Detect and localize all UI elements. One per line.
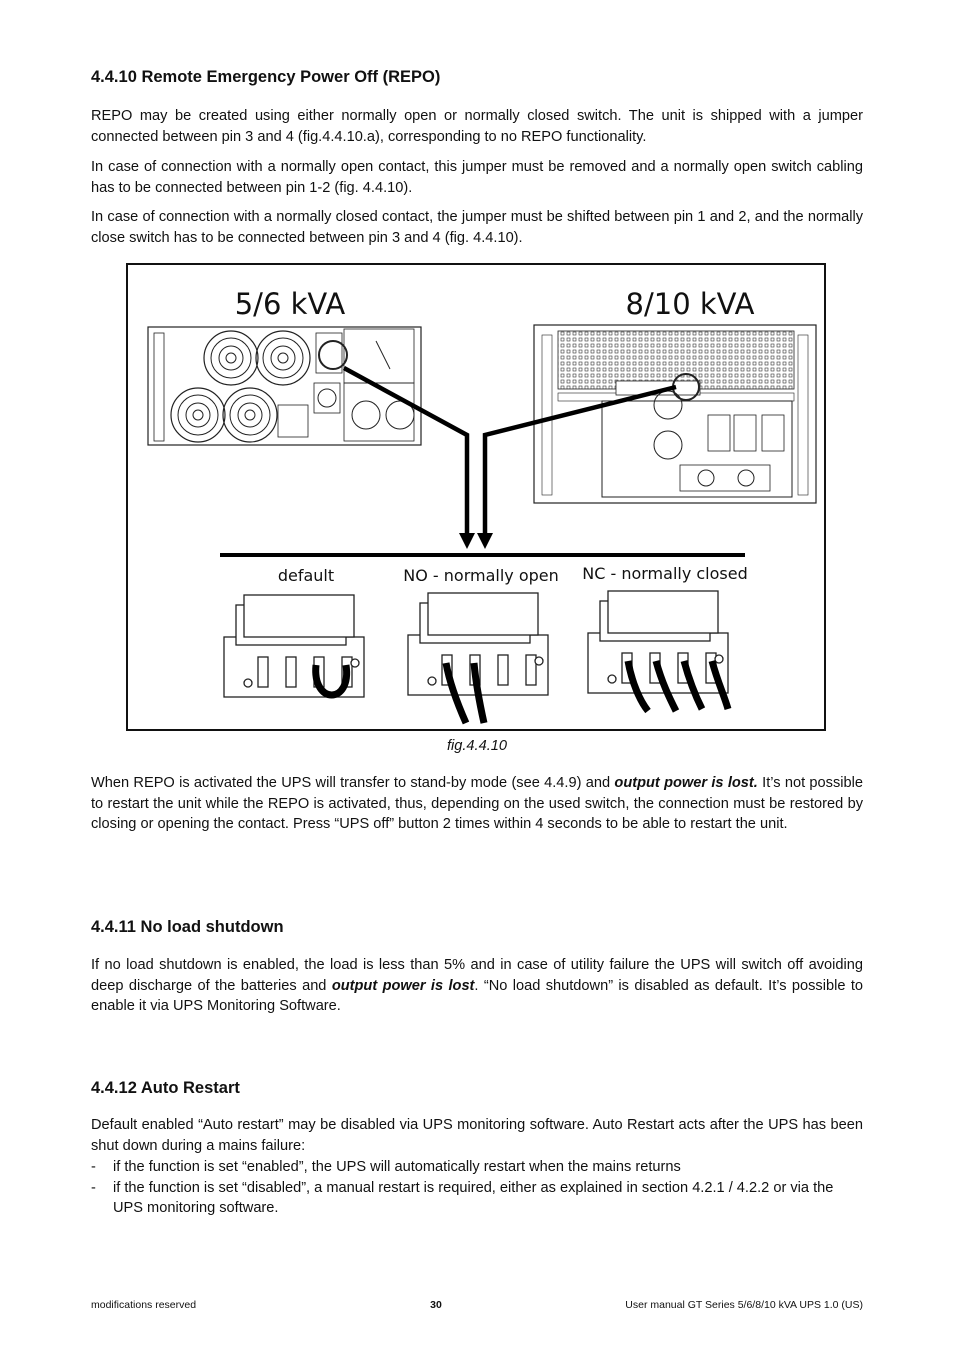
connector-label-nc: NC - normally closed: [582, 564, 748, 583]
no-load-text-a: If no load shutdown is enabled, the load is less than 5% and in case of utility failure the UPS will switch off avoiding deep discharge of the batteries and: [91, 957, 863, 994]
repo-figure: [126, 263, 826, 731]
dash-bullet: -: [91, 1179, 96, 1196]
figure-title-left: 5/6 kVA: [234, 287, 346, 321]
arrow-down-icon: [477, 533, 493, 549]
repo-paragraph-1: REPO may be created using either normally open or normally closed switch. The unit is shipped with a jumper connected between pin 3 and 4 (fig.4.4.10.a), corresponding to no REPO functionality.: [91, 108, 863, 145]
repo-connector-highlight: [319, 341, 347, 369]
figure-caption: fig.4.4.10: [446, 738, 508, 754]
repo-after-text-b: It’s not possible to restart the unit while the REPO is activated, thus, depending on the used switch, the connection must be restored by closing or opening the contact. Press “UPS off” button 2 times within 4 seconds to be able to restart the unit.: [91, 775, 863, 833]
auto-restart-list: [91, 1157, 863, 1219]
repo-paragraph-3: In case of connection with a normally closed contact, the jumper must be shifted between pin 1 and 2, and the normally close switch has to be connected between pin 3 and 4 (fig. 4.4.10).: [91, 209, 863, 246]
list-item-text: if the function is set “disabled”, a manual restart is required, either as explained in section 4.2.1 / 4.2.2 or via the UPS monitoring software.: [113, 1179, 834, 1217]
cooling-fan-icon: [171, 388, 225, 442]
section-heading-auto-restart: 4.4.12 Auto Restart: [91, 1079, 240, 1097]
connector-nc: [588, 591, 728, 711]
no-load-text-b: . “No load shutdown” is disabled as default. It’s possible to enable it via UPS Monitoring Software.: [91, 977, 863, 1015]
footer-left: modifications reserved: [91, 1299, 197, 1311]
no-load-paragraph: [91, 955, 863, 1017]
footer-right: User manual GT Series 5/6/8/10 kVA UPS 1.0 (US): [625, 1299, 863, 1311]
figure-title-right: 8/10 kVA: [625, 287, 755, 321]
dash-bullet: -: [91, 1159, 96, 1175]
cooling-fan-icon: [256, 331, 310, 385]
no-load-emphasis: output power is lost: [331, 977, 475, 994]
list-item-text: if the function is set “enabled”, the UPS will automatically restart when the mains returns: [113, 1159, 681, 1175]
list-item: [91, 1157, 863, 1178]
connector-no: [408, 593, 548, 723]
section-heading-no-load: 4.4.11 No load shutdown: [91, 918, 284, 936]
auto-restart-intro: Default enabled “Auto restart” may be disabled via UPS monitoring software. Auto Restart acts after the UPS has been shut down during a mains failure:: [91, 1117, 863, 1154]
page-number: 30: [430, 1299, 442, 1311]
repo-after-figure-paragraph: [91, 773, 863, 835]
connector-label-no: NO - normally open: [403, 566, 559, 585]
section-heading-repo: 4.4.10 Remote Emergency Power Off (REPO): [91, 68, 441, 86]
repo-after-text-a: When REPO is activated the UPS will transfer to stand-by mode (see 4.4.9) and: [91, 775, 615, 791]
repo-wiring-diagram: [128, 265, 824, 729]
connector-label-default: default: [277, 566, 335, 585]
connector-default: [224, 595, 364, 697]
list-item: [91, 1178, 863, 1219]
cooling-fan-icon: [223, 388, 277, 442]
repo-after-emphasis: output power is lost.: [614, 775, 758, 791]
arrow-down-icon: [459, 533, 475, 549]
cooling-fan-icon: [204, 331, 258, 385]
repo-paragraph-2: In case of connection with a normally open contact, this jumper must be removed and a normally open switch cabling has to be connected between pin 1-2 (fig. 4.4.10).: [91, 159, 863, 196]
